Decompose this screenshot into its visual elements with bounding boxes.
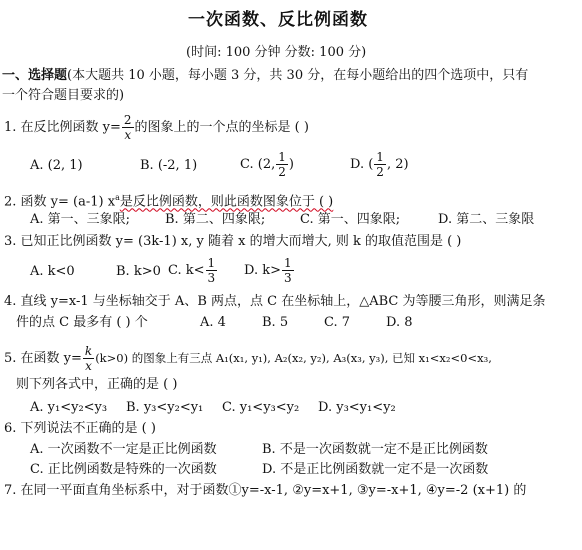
- q1-option-d: [350, 150, 409, 179]
- q1-text: 1. 在反比例函数 y=: [4, 120, 121, 135]
- option-text: D. (: [350, 157, 374, 172]
- fraction-numerator: 1: [376, 150, 384, 164]
- section-header: [2, 68, 528, 84]
- q2-text-tail: 是反比例函数，则此函数图象位于 ( ): [119, 194, 334, 210]
- q6-option-b: B. 不是一次函数就一定不是正比例函数: [262, 442, 488, 457]
- q6-option-a: A. 一次函数不一定是正比例函数: [30, 442, 217, 457]
- q5-fraction: [83, 344, 94, 373]
- question-1-stem: [4, 113, 309, 142]
- question-3-stem: 3. 已知正比例函数 y= (3k-1) x, y 随着 x 的增大而增大, 则 k 的取值范围是 ( ): [4, 234, 462, 249]
- fraction-denominator: 3: [284, 271, 292, 285]
- exam-info: (时间: 100 分钟 分数: 100 分): [186, 45, 367, 60]
- q5-option-c: C. y₁<y₃<y₂: [222, 400, 300, 415]
- question-4-stem: 4. 直线 y=x-1 与坐标轴交于 A、B 两点，点 C 在坐标轴上，△ABC 为等腰三角形，则满足条: [4, 294, 546, 309]
- section-title: 一、选择题: [2, 68, 68, 83]
- option-text: C. k<: [168, 263, 205, 278]
- q1-option-a: A. (2, 1): [30, 158, 83, 173]
- question-2-stem: [4, 190, 333, 210]
- q5-text: 5. 在函数 y=: [4, 351, 82, 366]
- question-7-stem: 7. 在同一平面直角坐标系中，对于函数①y=-x-1, ②y=x+1, ③y=-x+1, ④y=-2 (x+1) 的: [4, 483, 527, 498]
- q6-option-c: C. 正比例函数是特殊的一次函数: [30, 462, 217, 477]
- q2-option-c: C. 第一、四象限;: [300, 212, 401, 227]
- q4-option-a: A. 4: [200, 315, 226, 330]
- q3-c-fraction: [206, 256, 218, 285]
- question-5-stem-cont: 则下列各式中，正确的是 ( ): [16, 377, 178, 392]
- fraction-numerator: k: [84, 344, 93, 358]
- q3-option-b: B. k>0: [116, 264, 161, 279]
- fraction-denominator: 2: [376, 165, 384, 179]
- q1-fraction: [122, 113, 134, 142]
- q5-text-tail: (k>0) 的图象上有三点 A₁(x₁, y₁), A₂(x₂, y₂), A₃(x₃, y₃), 已知 x₁<x₂<0<x₃,: [95, 351, 492, 365]
- q1-text-tail: 的图象上的一个点的坐标是 ( ): [134, 120, 309, 135]
- q1-c-fraction: [276, 150, 288, 179]
- q4-option-c: C. 7: [324, 315, 351, 330]
- q5-option-d: D. y₃<y₁<y₂: [318, 400, 396, 415]
- option-text: D. k>: [244, 263, 281, 278]
- q3-option-a: A. k<0: [30, 264, 75, 279]
- section-note: (本大题共 10 小题，每小题 3 分，共 30 分，在每小题给出的四个选项中，只有: [67, 68, 529, 83]
- q3-d-fraction: [282, 256, 294, 285]
- section-note-cont: 一个符合题目要求的): [2, 88, 125, 103]
- q5-option-a: A. y₁<y₂<y₃: [30, 400, 108, 415]
- question-4-stem-cont: 件的点 C 最多有 ( ) 个: [16, 315, 148, 330]
- q2-text: 2. 函数 y= (a-1) x: [4, 194, 116, 210]
- q3-option-d: [244, 256, 295, 285]
- q1-option-b: B. (-2, 1): [140, 158, 198, 173]
- question-5-stem: [4, 344, 492, 373]
- fraction-denominator: x: [85, 359, 92, 373]
- q4-option-b: B. 5: [262, 315, 289, 330]
- fraction-numerator: 2: [123, 113, 132, 127]
- q6-option-d: D. 不是正比例函数就一定不是一次函数: [262, 462, 489, 477]
- question-6-stem: 6. 下列说法不正确的是 ( ): [4, 421, 156, 436]
- q4-option-d: D. 8: [386, 315, 413, 330]
- fraction-numerator: 1: [284, 256, 292, 270]
- q1-d-fraction: [374, 150, 386, 179]
- fraction-numerator: 1: [207, 256, 216, 270]
- option-text: , 2): [386, 157, 409, 172]
- q1-option-c: [240, 150, 294, 179]
- fraction-denominator: 2: [278, 165, 286, 179]
- option-text: C. (2,: [240, 157, 276, 172]
- fraction-numerator: 1: [278, 150, 286, 164]
- fraction-denominator: x: [124, 128, 132, 142]
- exponent: a: [115, 193, 120, 202]
- fraction-denominator: 3: [207, 271, 216, 285]
- q2-option-d: D. 第二、三象限: [438, 212, 535, 227]
- q2-option-a: A. 第一、三象限;: [30, 212, 131, 227]
- q2-option-b: B. 第二、四象限;: [165, 212, 266, 227]
- option-text: ): [288, 157, 294, 172]
- q3-option-c: [168, 256, 218, 285]
- page-title: 一次函数、反比例函数: [188, 10, 368, 30]
- q5-option-b: B. y₃<y₂<y₁: [126, 400, 204, 415]
